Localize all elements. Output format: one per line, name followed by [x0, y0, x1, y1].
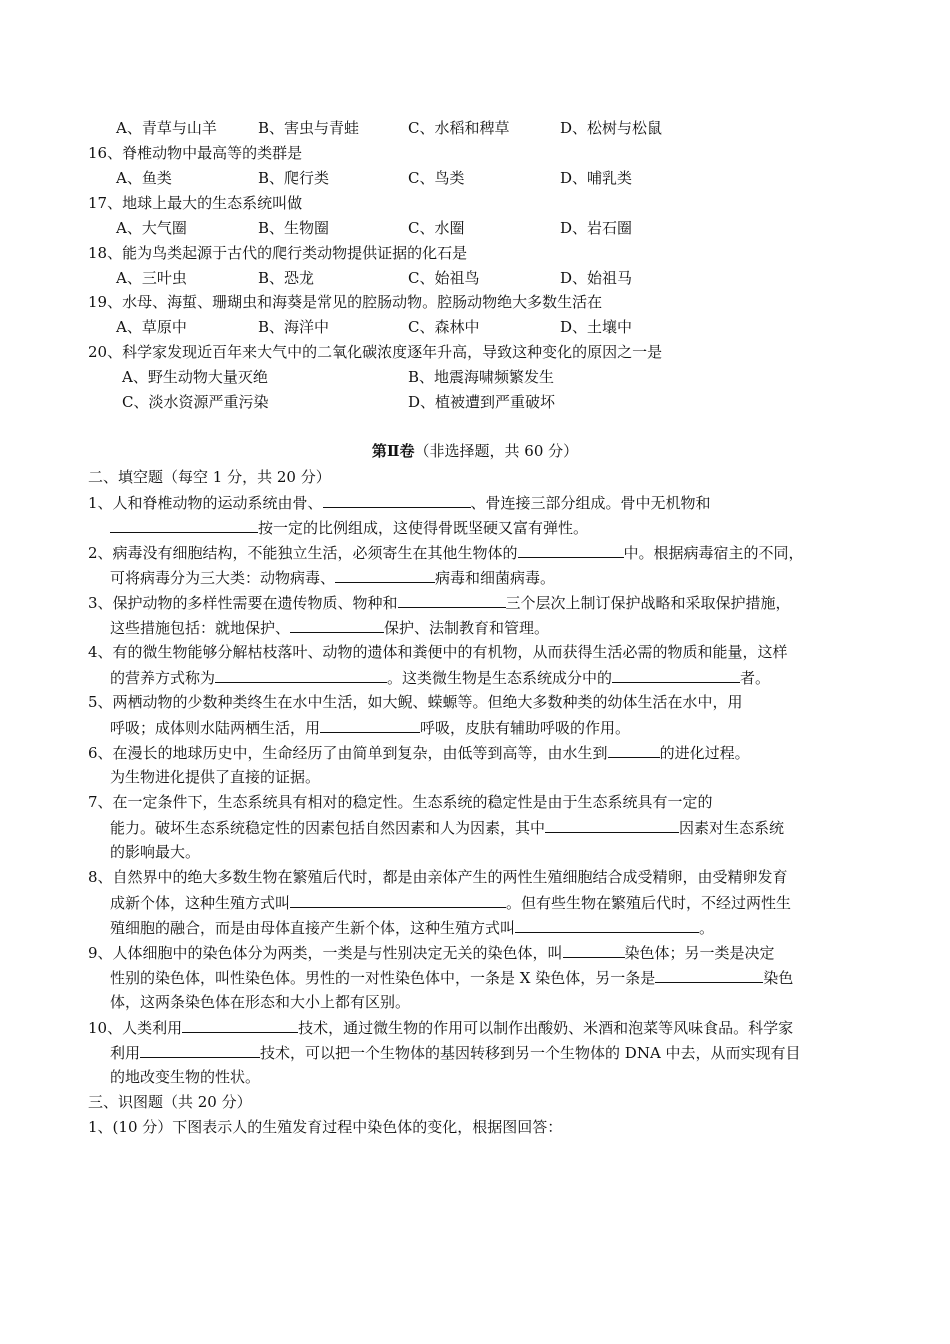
f3-text-1: 3、保护动物的多样性需要在遗传物质、物种和	[88, 594, 398, 612]
f7-text-3: 因素对生态系统	[679, 819, 785, 837]
q18-option-c: C、始祖鸟	[408, 269, 480, 287]
f9-text-3: 性别的染色体，叫性染色体。男性的一对性染色体中，一条是 X 染色体，另一条是	[110, 969, 656, 987]
part-3-heading: 三、识图题（共 20 分）	[88, 1093, 252, 1111]
f9-line3: 体，这两条染色体在形态和大小上都有区别。	[110, 993, 411, 1011]
f8-text-4: 殖细胞的融合，而是由母体直接产生新个体，这种生殖方式叫	[110, 919, 516, 937]
f7-line2	[110, 817, 784, 838]
f6-text-1: 6、在漫长的地球历史中，生命经历了由简单到复杂，由低等到高等，由水生到	[88, 744, 608, 762]
f6-line2: 为生物进化提供了直接的证据。	[110, 768, 321, 786]
f3-blank-2[interactable]	[290, 617, 384, 633]
q16-option-c: C、鸟类	[408, 169, 465, 187]
f2-blank-2[interactable]	[335, 567, 435, 583]
f4-blank-1[interactable]	[215, 667, 387, 683]
f2-line1	[88, 542, 804, 563]
f4-blank-2[interactable]	[612, 667, 740, 683]
f2-text-2: 中。根据病毒宿主的不同，	[623, 544, 804, 562]
q17-option-c: C、水圈	[408, 219, 465, 237]
f10-line3: 的地改变生物的性状。	[110, 1068, 261, 1086]
f5-text-2: 呼吸；成体则水陆两栖生活，用	[110, 719, 321, 737]
f9-text-1: 9、人体细胞中的染色体分为两类，一类是与性别决定无关的染色体，叫	[88, 944, 563, 962]
f5-line2	[110, 717, 630, 738]
f3-text-3: 这些措施包括：就地保护、	[110, 619, 291, 637]
f10-blank-1[interactable]	[182, 1017, 298, 1033]
q15-option-a: A、青草与山羊	[116, 119, 217, 137]
q16-stem: 16、脊椎动物中最高等的类群是	[88, 144, 303, 162]
f8-blank-1[interactable]	[290, 892, 506, 908]
f5-text-3: 呼吸，皮肤有辅助呼吸的作用。	[420, 719, 631, 737]
part-3-question-1: 1、(10 分）下图表示人的生殖发育过程中染色体的变化，根据图回答：	[88, 1118, 563, 1136]
f8-line2	[110, 892, 791, 913]
q17-option-b: B、生物圈	[258, 219, 330, 237]
q18-option-a: A、三叶虫	[116, 269, 187, 287]
q18-option-b: B、恐龙	[258, 269, 315, 287]
section-2-title	[0, 441, 950, 461]
q18-stem: 18、能为鸟类起源于古代的爬行类动物提供证据的化石是	[88, 244, 468, 262]
f10-text-3: 利用	[110, 1044, 141, 1062]
q19-option-a: A、草原中	[116, 318, 187, 336]
f2-line2	[110, 567, 555, 588]
q20-option-a: A、野生动物大量灭绝	[122, 368, 268, 386]
f1-text-3: 按一定的比例组成，这使得骨既坚硬又富有弹性。	[258, 519, 589, 537]
section-2-title-rest: （非选择题，共 60 分）	[414, 442, 579, 460]
q15-option-b: B、害虫与青蛙	[258, 119, 360, 137]
f1-blank-1[interactable]	[323, 492, 471, 508]
f8-text-2: 成新个体，这种生殖方式叫	[110, 894, 291, 912]
f4-line2	[110, 667, 770, 688]
q15-option-c: C、水稻和稗草	[408, 119, 510, 137]
q16-option-a: A、鱼类	[116, 169, 172, 187]
f7-line1: 7、在一定条件下，生态系统具有相对的稳定性。生态系统的稳定性是由于生态系统具有一定的	[88, 793, 713, 811]
q20-stem: 20、科学家发现近百年来大气中的二氧化碳浓度逐年升高，导致这种变化的原因之一是	[88, 343, 663, 361]
q17-option-a: A、大气圈	[116, 219, 187, 237]
f1-line1	[88, 492, 711, 513]
f3-text-4: 保护、法制教育和管理。	[384, 619, 550, 637]
f8-text-3: 。但有些生物在繁殖后代时，不经过两性生	[506, 894, 792, 912]
f9-blank-2[interactable]	[655, 967, 763, 983]
f10-line1	[88, 1017, 793, 1038]
f6-blank-1[interactable]	[608, 742, 660, 758]
f4-text-3: 。这类微生物是生态系统成分中的	[387, 669, 613, 687]
f9-line2	[110, 967, 793, 988]
f8-text-5: 。	[699, 919, 715, 937]
f6-line1	[88, 742, 750, 763]
f8-line1: 8、自然界中的绝大多数生物在繁殖后代时，都是由亲体产生的两性生殖细胞结合成受精卵，由受精卵发育	[88, 868, 788, 886]
q19-option-c: C、森林中	[408, 318, 480, 336]
f1-line2	[110, 517, 588, 538]
q20-option-c: C、淡水资源严重污染	[122, 393, 269, 411]
f10-blank-2[interactable]	[140, 1042, 260, 1058]
f7-line3: 的影响最大。	[110, 843, 201, 861]
f9-text-2: 染色体；另一类是决定	[624, 944, 775, 962]
q20-option-d: D、植被遭到严重破坏	[408, 393, 556, 411]
q19-option-b: B、海洋中	[258, 318, 330, 336]
f4-text-2: 的营养方式称为	[110, 669, 216, 687]
f9-line1	[88, 942, 775, 963]
f2-text-3: 可将病毒分为三大类：动物病毒、	[110, 569, 336, 587]
f2-text-1: 2、病毒没有细胞结构，不能独立生活，必须寄生在其他生物体的	[88, 544, 518, 562]
f3-blank-1[interactable]	[398, 592, 506, 608]
q19-option-d: D、土壤中	[560, 318, 633, 336]
f4-line1: 4、有的微生物能够分解枯枝落叶、动物的遗体和粪便中的有机物，从而获得生活必需的物质和能量，这样	[88, 643, 788, 661]
f10-text-4: 技术，可以把一个生物体的基因转移到另一个生物体的 DNA 中去，从而实现有目	[260, 1044, 801, 1062]
f1-text-1: 1、人和脊椎动物的运动系统由骨、	[88, 494, 323, 512]
f8-line3	[110, 917, 714, 938]
f3-text-2: 三个层次上制订保护战略和采取保护措施，	[505, 594, 791, 612]
f2-text-4: 病毒和细菌病毒。	[435, 569, 556, 587]
f3-line1	[88, 592, 791, 613]
part-2-heading: 二、填空题（每空 1 分，共 20 分）	[88, 468, 331, 486]
f9-blank-1[interactable]	[563, 942, 625, 958]
q17-option-d: D、岩石圈	[560, 219, 633, 237]
q20-option-b: B、地震海啸频繁发生	[408, 368, 555, 386]
f5-line1: 5、两栖动物的少数种类终生在水中生活，如大鲵、蝾螈等。但绝大多数种类的幼体生活在水中，用	[88, 693, 743, 711]
f5-blank-1[interactable]	[320, 717, 420, 733]
f10-text-2: 技术，通过微生物的作用可以制作出酸奶、米酒和泡菜等风味食品。科学家	[298, 1019, 794, 1037]
f9-text-4: 染色	[763, 969, 794, 987]
f3-line2	[110, 617, 549, 638]
f2-blank-1[interactable]	[518, 542, 624, 558]
q16-option-b: B、爬行类	[258, 169, 330, 187]
q17-stem: 17、地球上最大的生态系统叫做	[88, 194, 303, 212]
f10-line2	[110, 1042, 801, 1063]
q15-option-d: D、松树与松鼠	[560, 119, 663, 137]
f7-blank-1[interactable]	[545, 817, 679, 833]
f8-blank-2[interactable]	[515, 917, 699, 933]
f10-text-1: 10、人类利用	[88, 1019, 183, 1037]
f7-text-2: 能力。破坏生态系统稳定性的因素包括自然因素和人为因素，其中	[110, 819, 546, 837]
q18-option-d: D、始祖马	[560, 269, 633, 287]
f1-blank-2[interactable]	[110, 517, 258, 533]
q16-option-d: D、哺乳类	[560, 169, 633, 187]
f6-text-2: 的进化过程。	[659, 744, 750, 762]
section-2-title-bold: 第Ⅱ卷	[371, 442, 415, 460]
q19-stem: 19、水母、海蜇、珊瑚虫和海葵是常见的腔肠动物。腔肠动物绝大多数生活在	[88, 293, 603, 311]
f1-text-2: 、骨连接三部分组成。骨中无机物和	[470, 494, 711, 512]
f4-text-4: 者。	[740, 669, 771, 687]
